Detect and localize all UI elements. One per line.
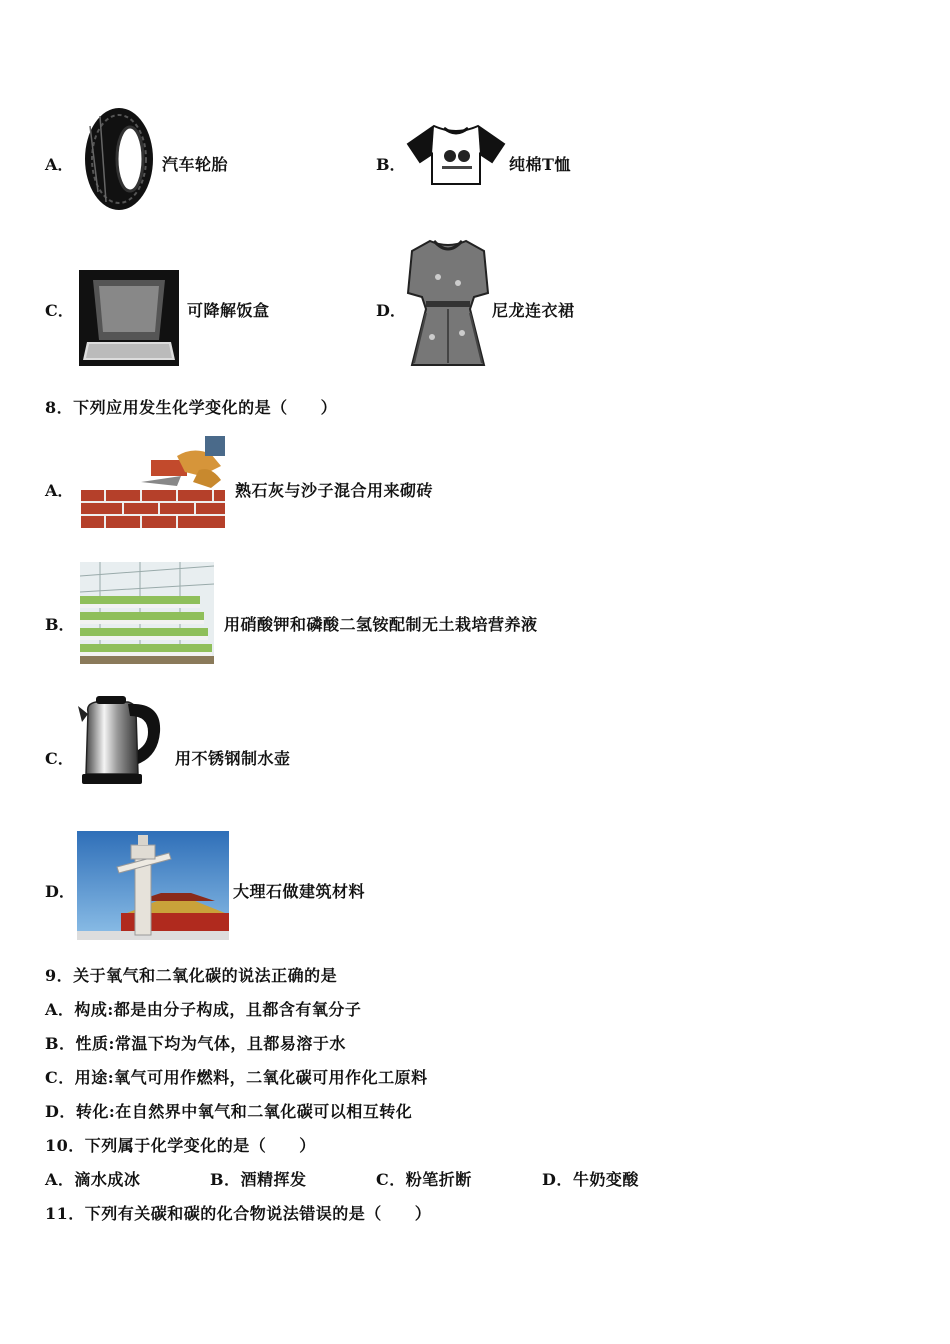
tire-image bbox=[78, 106, 160, 212]
option-text: 可降解饭盒 bbox=[187, 301, 270, 320]
option-label: A． bbox=[45, 481, 74, 500]
option-label: D． bbox=[376, 301, 406, 320]
option-label: B． bbox=[376, 155, 406, 174]
q10-option-c: C．粉笔折断 bbox=[376, 1170, 472, 1189]
q10-option-d: D．牛奶变酸 bbox=[542, 1170, 639, 1189]
option-text: 尼龙连衣裙 bbox=[492, 301, 575, 320]
option-label: C． bbox=[45, 749, 74, 768]
question-10-stem: 10．下列属于化学变化的是（ ） bbox=[45, 1136, 316, 1155]
option-text: 熟石灰与沙子混合用来砌砖 bbox=[235, 481, 434, 500]
question-11-stem: 11．下列有关碳和碳的化合物说法错误的是（ ） bbox=[45, 1204, 432, 1223]
t-shirt-image bbox=[406, 122, 506, 186]
option-text: 用不锈钢制水壶 bbox=[175, 749, 291, 768]
bricklaying-image bbox=[81, 436, 225, 528]
q10-option-b: B．酒精挥发 bbox=[210, 1170, 307, 1189]
lunch-box-image bbox=[79, 270, 179, 366]
option-label: C． bbox=[45, 301, 74, 320]
option-text: 汽车轮胎 bbox=[162, 155, 229, 174]
question-8-stem: 8．下列应用发生化学变化的是（ ） bbox=[45, 398, 338, 417]
option-label: D． bbox=[45, 882, 75, 901]
kettle-image bbox=[78, 692, 164, 788]
option-label: B． bbox=[45, 615, 75, 634]
q9-option-d: D．转化:在自然界中氧气和二氧化碳可以相互转化 bbox=[45, 1102, 413, 1121]
option-text: 大理石做建筑材料 bbox=[233, 882, 366, 901]
question-9-stem: 9．关于氧气和二氧化碳的说法正确的是 bbox=[45, 966, 338, 985]
dress-image bbox=[404, 237, 492, 371]
hydroponics-greenhouse-image bbox=[80, 562, 214, 664]
q9-option-b: B．性质:常温下均为气体，且都易溶于水 bbox=[45, 1034, 346, 1053]
marble-column-image bbox=[77, 831, 229, 940]
q10-option-a: A．滴水成冰 bbox=[45, 1170, 141, 1189]
option-label: A． bbox=[45, 155, 74, 174]
q9-option-c: C．用途:氧气可用作燃料，二氧化碳可用作化工原料 bbox=[45, 1068, 428, 1087]
option-text: 纯棉T恤 bbox=[509, 155, 571, 174]
option-text: 用硝酸钾和磷酸二氢铵配制无土栽培营养液 bbox=[224, 615, 538, 634]
q9-option-a: A．构成:都是由分子构成，且都含有氧分子 bbox=[45, 1000, 362, 1019]
